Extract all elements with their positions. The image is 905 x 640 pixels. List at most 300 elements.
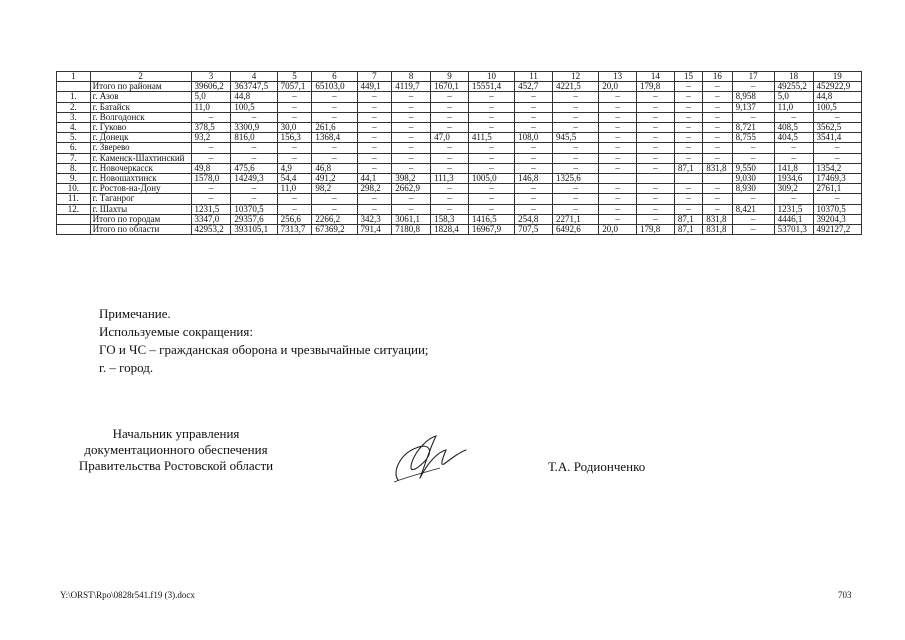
row-name: Итого по городам: [90, 214, 191, 224]
table-cell: –: [674, 112, 702, 122]
table-cell: 3562,5: [813, 123, 861, 133]
table-cell: 491,2: [312, 174, 357, 184]
table-cell: –: [732, 143, 774, 153]
table-cell: –: [732, 153, 774, 163]
table-cell: 49255,2: [774, 82, 813, 92]
table-cell: –: [674, 82, 702, 92]
row-number: 11.: [57, 194, 91, 204]
table-cell: –: [392, 133, 431, 143]
table-cell: –: [431, 123, 469, 133]
table-cell: –: [357, 204, 392, 214]
table-cell: –: [637, 133, 675, 143]
signatory-line-3: Правительства Ростовской области: [78, 458, 274, 473]
file-path: Y:\ORST\Rpo\0828r541.f19 (3).docx: [60, 590, 195, 600]
table-cell: –: [732, 225, 774, 235]
row-name: г. Новочеркасск: [90, 163, 191, 173]
table-row: [57, 92, 862, 102]
row-name: г. Новошахтинск: [90, 174, 191, 184]
table-cell: –: [674, 133, 702, 143]
table-cell: –: [312, 112, 357, 122]
table-cell: 1005,0: [468, 174, 514, 184]
table-cell: 1354,2: [813, 163, 861, 173]
column-number: 12: [552, 72, 598, 82]
table-cell: 2266,2: [312, 214, 357, 224]
table-row: [57, 204, 862, 214]
table-cell: –: [703, 143, 732, 153]
table-row: [57, 123, 862, 133]
column-number: 18: [774, 72, 813, 82]
table-cell: 831,8: [703, 225, 732, 235]
table-cell: –: [515, 143, 553, 153]
table-cell: –: [674, 143, 702, 153]
table-cell: 98,2: [312, 184, 357, 194]
table-cell: 30,0: [277, 123, 312, 133]
table-cell: 111,3: [431, 174, 469, 184]
table-cell: 7313,7: [277, 225, 312, 235]
table-cell: –: [515, 123, 553, 133]
table-cell: 378,5: [191, 123, 231, 133]
table-cell: –: [468, 102, 514, 112]
row-name: г. Шахты: [90, 204, 191, 214]
abbreviation-go-chs: ГО и ЧС – гражданская оборона и чрезвычайные ситуации;: [99, 342, 429, 357]
row-number: 6.: [57, 143, 91, 153]
table-cell: [703, 174, 732, 184]
row-number: [57, 82, 91, 92]
handwritten-signature: [390, 432, 470, 490]
table-cell: –: [552, 204, 598, 214]
table-cell: 256,6: [277, 214, 312, 224]
column-number: 19: [813, 72, 861, 82]
table-cell: 7057,1: [277, 82, 312, 92]
table-cell: –: [703, 102, 732, 112]
row-name: Итого по районам: [90, 82, 191, 92]
table-cell: –: [431, 153, 469, 163]
table-row: [57, 112, 862, 122]
table-cell: 54,4: [277, 174, 312, 184]
table-cell: –: [599, 102, 637, 112]
table-cell: –: [392, 102, 431, 112]
table-cell: –: [599, 153, 637, 163]
row-name: г. Таганрог: [90, 194, 191, 204]
table-cell: –: [515, 92, 553, 102]
table-cell: –: [191, 143, 231, 153]
table-cell: 4119,7: [392, 82, 431, 92]
table-cell: 44,8: [813, 92, 861, 102]
table-cell: 8,721: [732, 123, 774, 133]
table-cell: –: [392, 194, 431, 204]
table-cell: –: [431, 92, 469, 102]
table-cell: 20,0: [599, 82, 637, 92]
table-cell: 8,930: [732, 184, 774, 194]
table-cell: –: [774, 143, 813, 153]
table-cell: –: [191, 153, 231, 163]
table-cell: –: [468, 143, 514, 153]
table-cell: –: [674, 184, 702, 194]
table-cell: 404,5: [774, 133, 813, 143]
table-row: [57, 153, 862, 163]
table-cell: 3061,1: [392, 214, 431, 224]
table-cell: –: [637, 184, 675, 194]
table-cell: –: [231, 112, 277, 122]
table-cell: 65103,0: [312, 82, 357, 92]
table-cell: –: [674, 102, 702, 112]
row-number: [57, 225, 91, 235]
table-cell: –: [277, 194, 312, 204]
table-cell: 408,5: [774, 123, 813, 133]
notes-block: [99, 305, 429, 377]
table-row: [57, 225, 862, 235]
table-cell: –: [599, 163, 637, 173]
table-cell: 100,5: [231, 102, 277, 112]
table-cell: –: [599, 123, 637, 133]
table-cell: –: [637, 194, 675, 204]
abbreviations-title: Используемые сокращения:: [99, 324, 253, 339]
table-cell: 15551,4: [468, 82, 514, 92]
column-number: 9: [431, 72, 469, 82]
table-cell: 6492,6: [552, 225, 598, 235]
note-title: Примечание.: [99, 306, 171, 321]
table-cell: 20,0: [599, 225, 637, 235]
table-row: [57, 214, 862, 224]
row-number: 12.: [57, 204, 91, 214]
table-cell: –: [813, 112, 861, 122]
row-number: 8.: [57, 163, 91, 173]
table-row: [57, 102, 862, 112]
table-cell: –: [552, 92, 598, 102]
table-cell: 2662,9: [392, 184, 431, 194]
table-cell: 8,421: [732, 204, 774, 214]
table-cell: –: [191, 112, 231, 122]
row-name: г. Ростов-на-Дону: [90, 184, 191, 194]
table-cell: –: [732, 194, 774, 204]
table-cell: 707,5: [515, 225, 553, 235]
table-cell: 49,8: [191, 163, 231, 173]
row-number: 3.: [57, 112, 91, 122]
table-cell: 2761,1: [813, 184, 861, 194]
table-cell: –: [468, 163, 514, 173]
table-cell: 261,6: [312, 123, 357, 133]
table-cell: –: [277, 204, 312, 214]
table-cell: 4,9: [277, 163, 312, 173]
table-cell: –: [357, 102, 392, 112]
table-cell: –: [468, 204, 514, 214]
signatory-line-1: Начальник управления: [112, 426, 240, 441]
table-cell: –: [774, 153, 813, 163]
column-number: 7: [357, 72, 392, 82]
table-cell: 4221,5: [552, 82, 598, 92]
table-cell: –: [312, 92, 357, 102]
table-cell: –: [637, 143, 675, 153]
data-table: [56, 71, 862, 235]
table-cell: –: [277, 112, 312, 122]
table-cell: –: [552, 123, 598, 133]
table-cell: –: [277, 102, 312, 112]
column-number: 10: [468, 72, 514, 82]
table-cell: 411,5: [468, 133, 514, 143]
table-cell: –: [468, 112, 514, 122]
table-cell: 298,2: [357, 184, 392, 194]
column-number: 13: [599, 72, 637, 82]
table-cell: 100,5: [813, 102, 861, 112]
table-cell: 1578,0: [191, 174, 231, 184]
table-cell: 475,6: [231, 163, 277, 173]
table-cell: 492127,2: [813, 225, 861, 235]
table-cell: –: [813, 153, 861, 163]
table-cell: –: [637, 204, 675, 214]
table-cell: 11,0: [774, 102, 813, 112]
table-row: [57, 133, 862, 143]
table-cell: –: [637, 153, 675, 163]
table-cell: –: [277, 92, 312, 102]
row-name: г. Гуково: [90, 123, 191, 133]
table-cell: 1368,4: [312, 133, 357, 143]
table-cell: –: [674, 153, 702, 163]
table-cell: 449,1: [357, 82, 392, 92]
table-cell: –: [357, 143, 392, 153]
table-cell: 1934,6: [774, 174, 813, 184]
table-cell: 3541,4: [813, 133, 861, 143]
table-cell: 108,0: [515, 133, 553, 143]
table-cell: –: [392, 143, 431, 153]
table-cell: 11,0: [277, 184, 312, 194]
table-cell: –: [312, 102, 357, 112]
table-cell: 10370,5: [231, 204, 277, 214]
table-cell: 158,3: [431, 214, 469, 224]
table-cell: –: [392, 163, 431, 173]
table-row: [57, 143, 862, 153]
table-cell: 87,1: [674, 214, 702, 224]
table-cell: –: [552, 194, 598, 204]
table-cell: –: [515, 102, 553, 112]
table-cell: 4446,1: [774, 214, 813, 224]
table-cell: –: [357, 112, 392, 122]
table-cell: –: [637, 123, 675, 133]
table-cell: –: [357, 153, 392, 163]
table-cell: –: [813, 143, 861, 153]
row-name: г. Донецк: [90, 133, 191, 143]
table-cell: –: [552, 163, 598, 173]
column-number: 6: [312, 72, 357, 82]
table-cell: –: [392, 123, 431, 133]
table-cell: 141,8: [774, 163, 813, 173]
table-cell: 254,8: [515, 214, 553, 224]
table-cell: –: [277, 143, 312, 153]
table-cell: 46,8: [312, 163, 357, 173]
table-cell: –: [515, 153, 553, 163]
table-cell: –: [231, 194, 277, 204]
table-cell: –: [813, 194, 861, 204]
table-cell: –: [231, 184, 277, 194]
row-number: 2.: [57, 102, 91, 112]
table-cell: –: [468, 92, 514, 102]
table-cell: –: [357, 92, 392, 102]
table-cell: 452,7: [515, 82, 553, 92]
table-cell: 816,0: [231, 133, 277, 143]
table-cell: 5,0: [191, 92, 231, 102]
table-cell: –: [703, 123, 732, 133]
table-row: [57, 163, 862, 173]
table-cell: –: [637, 163, 675, 173]
table-cell: –: [774, 112, 813, 122]
table-cell: –: [431, 102, 469, 112]
table-cell: –: [637, 214, 675, 224]
signatory-line-2: документационного обеспечения: [84, 442, 268, 457]
table-cell: –: [468, 123, 514, 133]
table-cell: –: [392, 153, 431, 163]
column-number: 15: [674, 72, 702, 82]
table-header-row: [57, 72, 862, 82]
table-cell: –: [552, 153, 598, 163]
column-number: 14: [637, 72, 675, 82]
table-cell: –: [599, 204, 637, 214]
row-number: 4.: [57, 123, 91, 133]
table-cell: –: [674, 123, 702, 133]
table-cell: –: [703, 204, 732, 214]
row-name: г. Батайск: [90, 102, 191, 112]
table-cell: –: [431, 194, 469, 204]
column-number: 4: [231, 72, 277, 82]
table-cell: –: [599, 133, 637, 143]
table-cell: –: [703, 153, 732, 163]
table-cell: –: [732, 112, 774, 122]
row-name: г. Волгодонск: [90, 112, 191, 122]
table-cell: –: [732, 82, 774, 92]
table-cell: 17469,3: [813, 174, 861, 184]
table-cell: 9,030: [732, 174, 774, 184]
table-cell: –: [637, 102, 675, 112]
column-number: 11: [515, 72, 553, 82]
table-cell: –: [774, 194, 813, 204]
table-cell: –: [312, 204, 357, 214]
table-cell: –: [552, 184, 598, 194]
table-cell: 452922,9: [813, 82, 861, 92]
table-cell: –: [468, 153, 514, 163]
table-cell: –: [231, 143, 277, 153]
table-row: [57, 174, 862, 184]
table-cell: –: [431, 143, 469, 153]
table-cell: 9,137: [732, 102, 774, 112]
table-cell: –: [515, 194, 553, 204]
table-cell: 309,2: [774, 184, 813, 194]
table-cell: –: [312, 194, 357, 204]
table-cell: –: [703, 184, 732, 194]
row-name: г. Каменск-Шахтинский: [90, 153, 191, 163]
table-cell: –: [357, 123, 392, 133]
table-cell: 1670,1: [431, 82, 469, 92]
table-cell: –: [703, 133, 732, 143]
table-cell: 47,0: [431, 133, 469, 143]
table-cell: 945,5: [552, 133, 598, 143]
table-cell: 8,755: [732, 133, 774, 143]
table-cell: [599, 174, 637, 184]
table-cell: 8,958: [732, 92, 774, 102]
table-cell: –: [703, 82, 732, 92]
table-cell: 1416,5: [468, 214, 514, 224]
column-number: 3: [191, 72, 231, 82]
table-row: [57, 194, 862, 204]
table-cell: –: [599, 112, 637, 122]
table-cell: –: [231, 153, 277, 163]
table-cell: –: [431, 112, 469, 122]
table-cell: –: [674, 194, 702, 204]
table-cell: 831,8: [703, 214, 732, 224]
table-cell: 831,8: [703, 163, 732, 173]
table-cell: 5,0: [774, 92, 813, 102]
table-cell: 42953,2: [191, 225, 231, 235]
table-cell: 9,550: [732, 163, 774, 173]
column-number: 5: [277, 72, 312, 82]
table-cell: –: [599, 92, 637, 102]
table-cell: 3347,0: [191, 214, 231, 224]
column-number: 16: [703, 72, 732, 82]
table-cell: –: [431, 163, 469, 173]
table-cell: –: [468, 184, 514, 194]
column-number: 17: [732, 72, 774, 82]
table-cell: –: [674, 204, 702, 214]
table-cell: 10370,5: [813, 204, 861, 214]
table-cell: –: [674, 92, 702, 102]
table-cell: 29357,6: [231, 214, 277, 224]
table-cell: –: [468, 194, 514, 204]
table-cell: –: [191, 184, 231, 194]
table-cell: 3300,9: [231, 123, 277, 133]
table-cell: –: [599, 214, 637, 224]
table-cell: 16967,9: [468, 225, 514, 235]
table-cell: 93,2: [191, 133, 231, 143]
table-cell: 11,0: [191, 102, 231, 112]
table-cell: –: [599, 194, 637, 204]
table-row: [57, 82, 862, 92]
table-cell: –: [191, 194, 231, 204]
table-cell: 39204,3: [813, 214, 861, 224]
table-cell: –: [431, 204, 469, 214]
table-cell: 87,1: [674, 225, 702, 235]
signatory-name: Т.А. Родионченко: [548, 459, 646, 474]
table-cell: –: [392, 204, 431, 214]
table-cell: 1231,5: [774, 204, 813, 214]
table-cell: –: [552, 143, 598, 153]
table-cell: –: [357, 163, 392, 173]
abbreviation-city: г. – город.: [99, 360, 154, 375]
column-number: 1: [57, 72, 91, 82]
table-cell: 44,8: [231, 92, 277, 102]
table-cell: 342,3: [357, 214, 392, 224]
table-cell: –: [357, 194, 392, 204]
table-cell: –: [732, 214, 774, 224]
table-cell: 7180,8: [392, 225, 431, 235]
table-cell: –: [357, 133, 392, 143]
table-cell: –: [552, 102, 598, 112]
row-number: [57, 214, 91, 224]
table-cell: –: [431, 184, 469, 194]
row-number: 7.: [57, 153, 91, 163]
table-cell: 791,4: [357, 225, 392, 235]
table-cell: [637, 174, 675, 184]
table-cell: –: [703, 112, 732, 122]
table-cell: 156,3: [277, 133, 312, 143]
table-cell: 393105,1: [231, 225, 277, 235]
column-number: 2: [90, 72, 191, 82]
table-cell: –: [599, 184, 637, 194]
table-cell: 44,1: [357, 174, 392, 184]
row-name: г. Азов: [90, 92, 191, 102]
table-cell: –: [637, 112, 675, 122]
table-cell: –: [312, 153, 357, 163]
row-name: Итого по области: [90, 225, 191, 235]
table-cell: 363747,5: [231, 82, 277, 92]
table-cell: –: [392, 92, 431, 102]
table-cell: –: [515, 204, 553, 214]
